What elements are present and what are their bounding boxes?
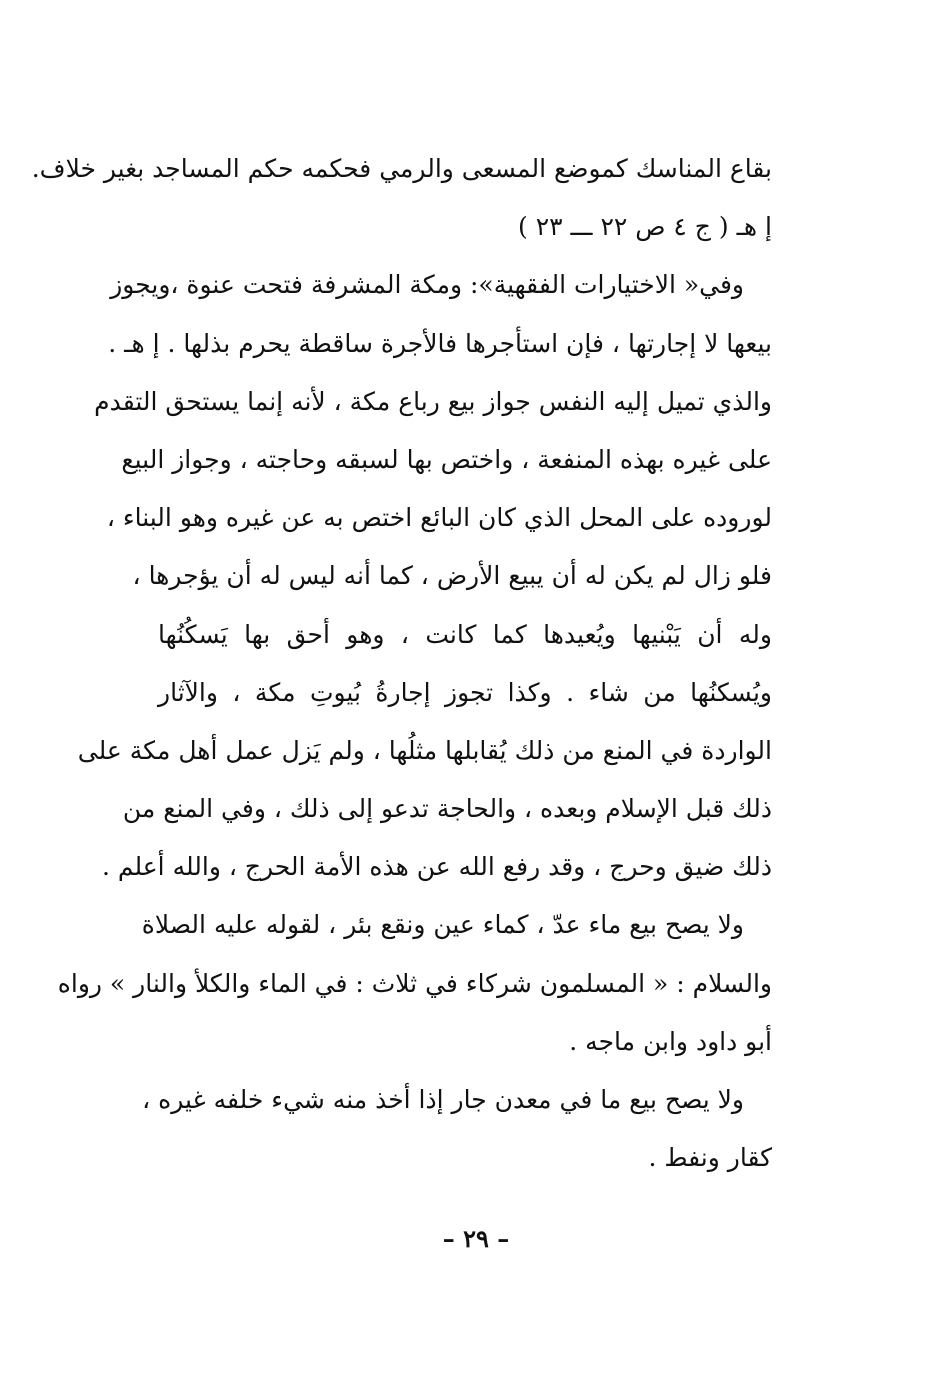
text-line-10: ويُسكنُها من شاء . وكذا تجوز إجارةُ بُيوتِ مكة ، والآثار bbox=[158, 677, 772, 707]
text-line-5: والذي تميل إليه النفس جواز بيع رباع مكة ، لأنه إنما يستحق التقدم bbox=[94, 386, 772, 416]
text-line-17: ولا يصح بيع ما في معدن جار إذا أخذ منه شيء خلفه غيره ، bbox=[142, 1085, 744, 1114]
text-line-15: والسلام : « المسلمون شركاء في ثلاث : في الماء والكلأ والنار » رواه bbox=[57, 968, 772, 998]
text-line-9: وله أن يَبْنيها ويُعيدها كما كانت ، وهو أحق بها يَسكُنُها bbox=[158, 619, 772, 649]
text-line-12: ذلك قبل الإسلام وبعده ، والحاجة تدعو إلى ذلك ، وفي المنع من bbox=[122, 794, 772, 824]
page-number: – ٢٩ – bbox=[442, 1224, 510, 1253]
text-line-13: ذلك ضيق وحرج ، وقد رفع الله عن هذه الأمة الحرج ، والله أعلم . bbox=[101, 852, 772, 882]
text-line-4: بيعها لا إجارتها ، فإن استأجرها فالأجرة ساقطة يحرم بذلها . إ هـ . bbox=[108, 328, 772, 358]
text-line-1: بقاع المناسك كموضع المسعى والرمي فحكمه حكم المساجد بغير خلاف. bbox=[31, 154, 772, 183]
body-text bbox=[31, 140, 772, 1187]
text-line-11: الواردة في المنع من ذلك يُقابلها مثلُها ، ولم يَزل عمل أهل مكة على bbox=[77, 735, 772, 765]
text-line-7: لوروده على المحل الذي كان البائع اختص به عن غيره وهو البناء ، bbox=[106, 503, 772, 533]
text-line-18: كقار ونفط . bbox=[648, 1143, 772, 1173]
text-line-6: على غيره بهذه المنفعة ، واختص بها لسبقه وحاجته ، وجواز البيع bbox=[121, 444, 772, 474]
text-line-14: ولا يصح بيع ماء عدّ ، كماء عين ونقع بئر ، لقوله عليه الصلاة bbox=[141, 910, 744, 940]
text-line-16: أبو داود وابن ماجه . bbox=[569, 1026, 772, 1056]
text-line-8: فلو زال لم يكن له أن يبيع الأرض ، كما أنه ليس له أن يؤجرها ، bbox=[132, 561, 772, 591]
text-line-2-citation: إ هـ ( ج ٤ ص ٢٢ ـــ ٢٣ ) bbox=[518, 212, 772, 242]
text-line-3: وفي« الاختيارات الفقهية»: ومكة المشرفة فتحت عنوة ،ويجوز bbox=[110, 270, 744, 300]
